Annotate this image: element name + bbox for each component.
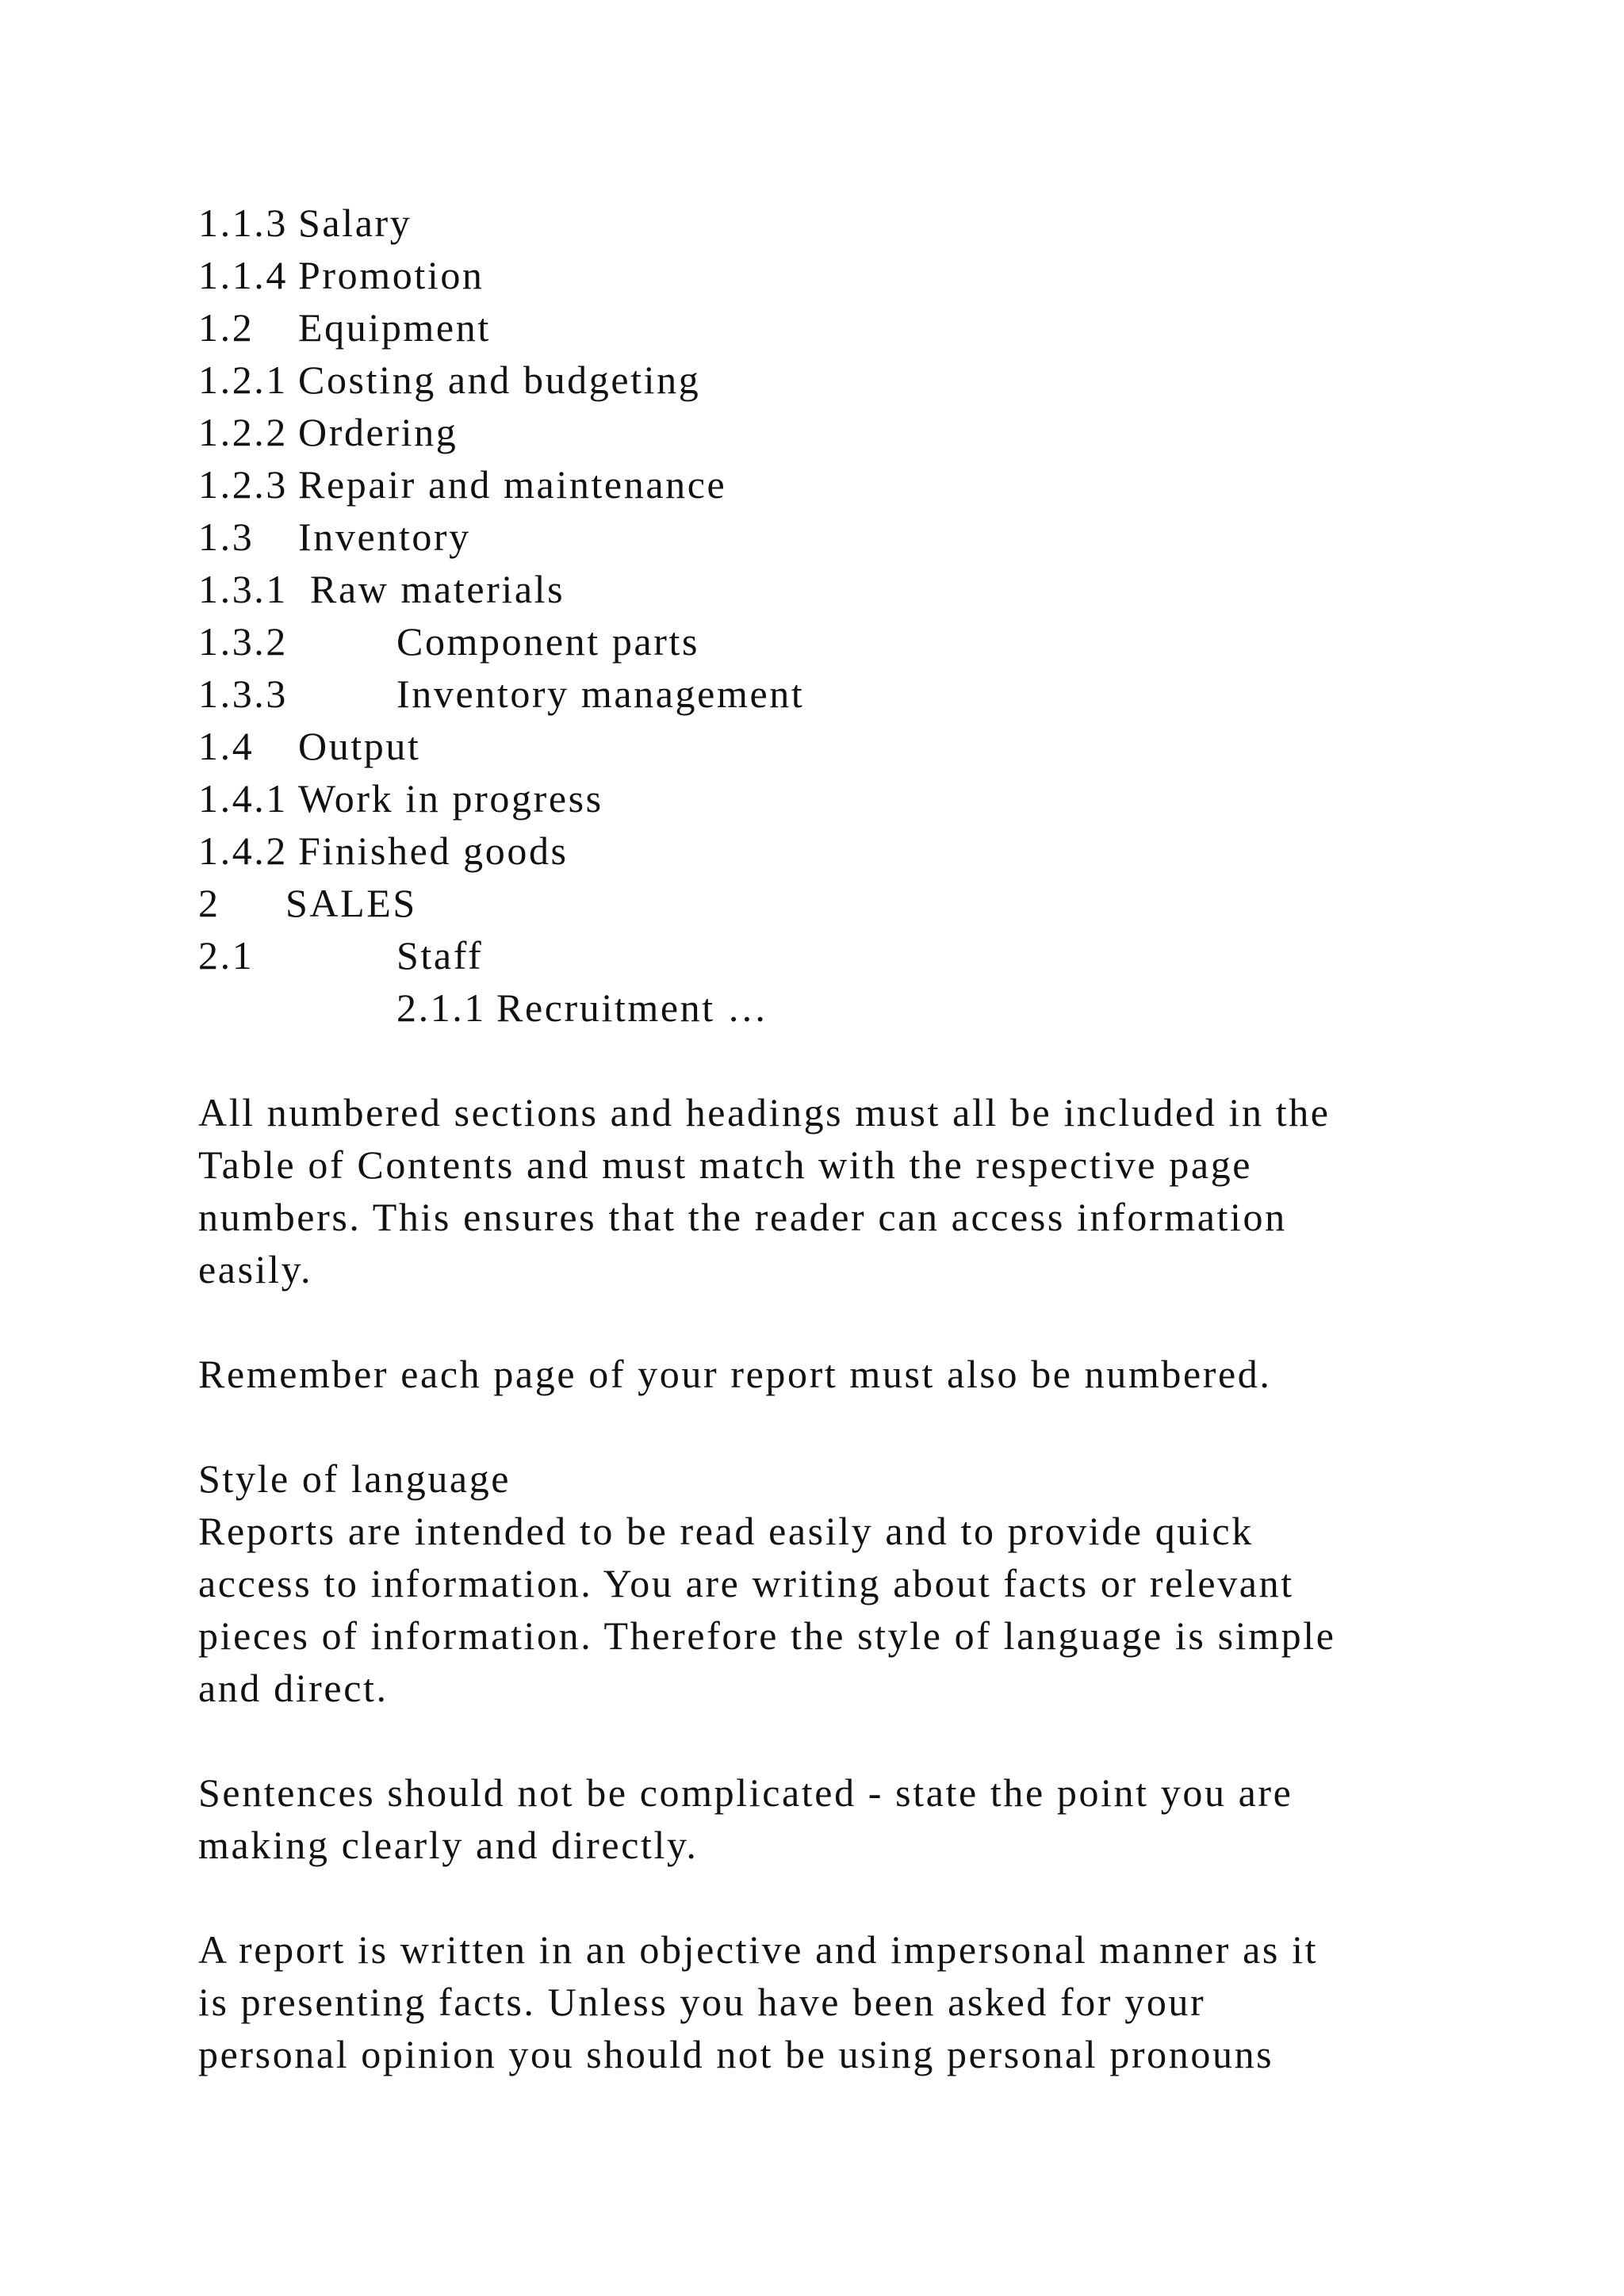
paragraph-page-numbers [198,1348,1499,1400]
toc-title: SALES [285,881,417,925]
text-line: access to information. You are writing about facts or relevant [198,1561,1294,1605]
toc-entry [198,511,1499,563]
toc-title: Staff [396,933,484,978]
toc-entry [198,772,1499,825]
toc-number: 1.3.2 [198,619,288,664]
toc-title: Output [298,724,421,768]
toc-entry [198,668,1499,720]
toc-entry [198,458,1499,511]
toc-number: 1.1.3 [198,201,288,245]
toc-title: Inventory management [396,672,805,716]
text-line: is presenting facts. Unless you have been asked for your [198,1980,1206,2024]
text-line: and direct. [198,1666,389,1710]
document-body [198,197,1499,2080]
toc-number: 2.1 [198,933,255,978]
toc-entry [198,929,1499,982]
toc-title: Inventory [298,515,471,559]
toc-title: Salary [298,201,412,245]
toc-number: 1.4.1 [198,776,288,821]
toc-entry [198,197,1499,249]
text-line: A report is written in an objective and impersonal manner as it [198,1927,1319,1972]
toc-entry [198,982,1499,1034]
toc-title: Ordering [298,410,458,454]
toc-entry [198,825,1499,877]
toc-title: Component parts [396,619,700,664]
toc-entry [198,301,1499,354]
toc-number: 1.2 [198,305,255,350]
toc-number: 1.2.3 [198,462,288,507]
spacer [198,1034,1499,1086]
text-line: All numbered sections and headings must all be included in the [198,1090,1331,1135]
toc-number: 1.3.3 [198,672,288,716]
spacer [198,1714,1499,1766]
text-line: Reports are intended to be read easily and to provide quick [198,1509,1254,1553]
section-style-of-language [198,1452,1499,1714]
paragraph-sentences [198,1766,1499,1871]
toc-title: Work in progress [298,776,603,821]
paragraph-objective-manner [198,1923,1499,2080]
toc-number: 1.1.4 [198,253,288,297]
toc-title: Promotion [298,253,485,297]
toc-entry [198,877,1499,929]
text-line: easily. [198,1247,313,1292]
toc-title: Equipment [298,305,491,350]
text-line: pieces of information. Therefore the style of language is simple [198,1613,1336,1658]
paragraph-toc-note [198,1086,1499,1295]
text-line: Table of Contents and must match with the respective page [198,1142,1253,1187]
toc-entry [198,406,1499,458]
toc-number: 2 [198,881,220,925]
toc-entry [198,615,1499,668]
toc-entry [198,563,1499,615]
table-of-contents [198,197,1499,1034]
text-line: personal opinion you should not be using personal pronouns [198,2032,1274,2076]
toc-title: Recruitment … [496,985,769,1030]
toc-number: 1.3 [198,515,255,559]
toc-number: 1.4.2 [198,828,288,873]
section-heading: Style of language [198,1456,511,1501]
toc-entry [198,354,1499,406]
text-line: numbers. This ensures that the reader can access information [198,1195,1287,1239]
toc-number: 1.2.2 [198,410,288,454]
spacer [198,1400,1499,1452]
spacer [198,1295,1499,1348]
toc-entry [198,720,1499,772]
text-line: making clearly and directly. [198,1823,699,1867]
toc-number: 1.4 [198,724,255,768]
toc-title: Costing and budgeting [298,358,701,402]
text-line: Sentences should not be complicated - state the point you are [198,1770,1293,1815]
toc-title: Raw materials [310,567,565,611]
text-line: Remember each page of your report must also be numbered. [198,1352,1272,1396]
toc-title: Repair and maintenance [298,462,727,507]
toc-number: 2.1.1 [396,985,486,1030]
toc-entry [198,249,1499,301]
toc-title: Finished goods [298,828,569,873]
toc-number: 1.3.1 [198,567,288,611]
spacer [198,1871,1499,1923]
toc-number: 1.2.1 [198,358,288,402]
